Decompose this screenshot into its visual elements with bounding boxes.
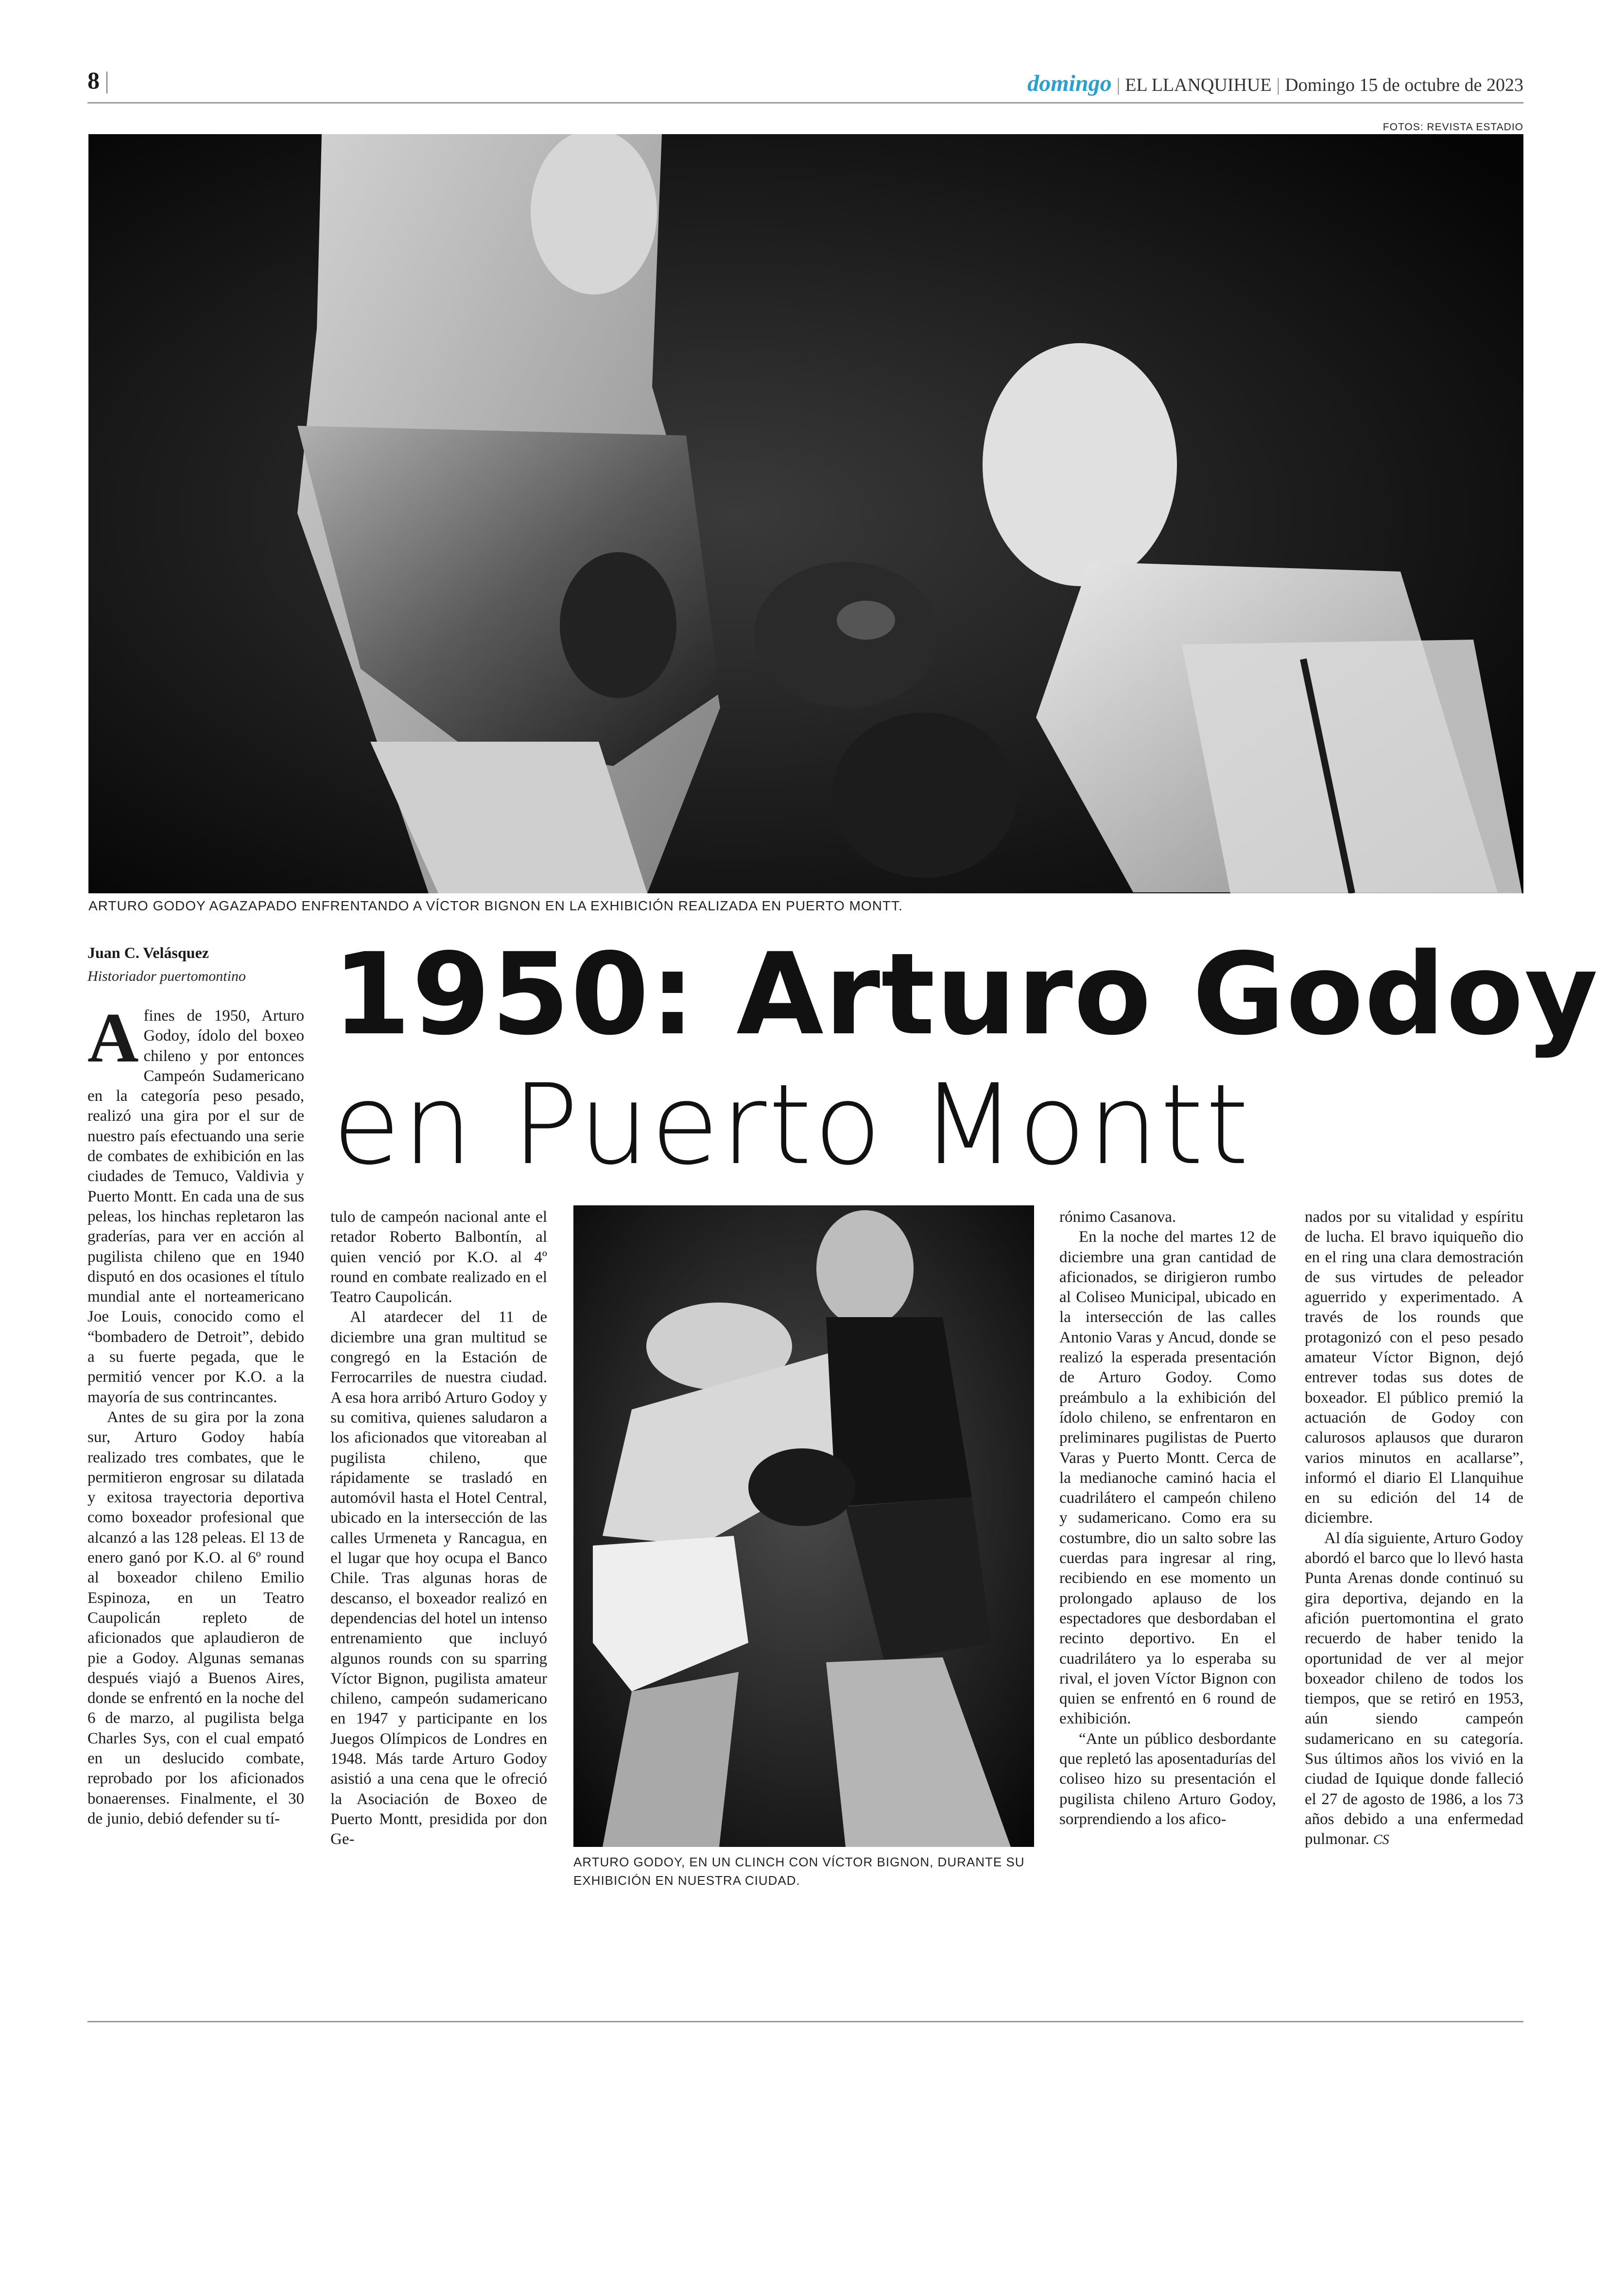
- col1-paragraph-2: Antes de su gira por la zona sur, Arturo Godoy había realizado tres combates, que le permitieron engrosar su dilatada y exitosa trayectoria deportiva como boxeador profesional que alcanzó a las 128 peleas. El 13 de enero ganó por K.O. al 6º round al boxeador chileno Emilio Espinoza, en un Teatro Caupolicán repleto de aficionados que aplaudieron de pie a Godoy. Algunas semanas después viajó a Buenos Aires, donde se enfrentó en la noche del 6 de marzo, al pugilista belga Charles Sys, con el cual empató en un deslucido combate, reprobado por los aficionados bonaerenses. Finalmente, el 30 de junio, debió defender su tí-: [87, 1408, 304, 1827]
- section-name: domingo: [1027, 70, 1112, 96]
- col2-paragraph-1: tulo de campeón nacional ante el retador Roberto Balbontín, al quien venció por K.O. al 4º round en combate realizado en el Teatro Caupolicán.: [330, 1208, 547, 1306]
- footer-rule: [87, 2021, 1523, 2022]
- author-role: Historiador puertomontino: [87, 968, 246, 984]
- author-name: Juan C. Velásquez: [87, 944, 209, 961]
- masthead: domingo | EL LLANQUIHUE | Domingo 15 de octubre de 2023: [1027, 70, 1523, 96]
- article-column-3: [1059, 1207, 1276, 1829]
- col1-paragraph-1: fines de 1950, Arturo Godoy, ídolo del boxeo chileno y por entonces Campeón Sudamericano en la categoría peso pesado, realizó una gira por el sur de nuestro país efectuando una serie de combates de exhibición en las ciudades de Temuco, Valdivia y Puerto Montt. En cada una de sus peleas, los hinchas repletaron las graderías, para ver en acción al pugilista chileno que en 1940 disputó en dos ocasiones el título mundial ante el norteamericano Joe Louis, conocido como el “bombadero de Detroit”, debido a su fuerte pegada, que le permitió vencer por K.O. a la mayoría de sus contrincantes.: [87, 1007, 304, 1406]
- top-photo-caption: ARTURO GODOY AGAZAPADO ENFRENTANDO A VÍCTOR BIGNON EN LA EXHIBICIÓN REALIZADA EN PUERTO MONTT.: [88, 898, 903, 913]
- dropcap: A: [87, 998, 139, 1077]
- col4-paragraph-2: Al día siguiente, Arturo Godoy abordó el barco que lo llevó hasta Punta Arenas donde continuó su gira deportiva, dejando en la afición puertomontina el grato recuerdo de haber tenido la oportunidad de ver al mejor boxeador chileno de todos los tiempos, que se retiró en 1953, aún siendo campeón sudamericano en su categoría. Sus últimos años los vivió en la ciudad de Iquique donde falleció el 27 de agosto de 1986, a los 73 años debido a una enfermedad pulmonar.: [1305, 1529, 1523, 1848]
- clinch-photo-illustration: [573, 1205, 1034, 1847]
- inset-photo-caption: ARTURO GODOY, EN UN CLINCH CON VÍCTOR BIGNON, DURANTE SU EXHIBICIÓN EN NUESTRA CIUDAD.: [573, 1855, 1025, 1888]
- page-number: 8 |: [87, 67, 110, 94]
- header-rule: [87, 102, 1523, 104]
- issue-date: Domingo 15 de octubre de 2023: [1285, 75, 1523, 95]
- newspaper-name: EL LLANQUIHUE: [1125, 75, 1272, 95]
- col3-paragraph-3: “Ante un público desbordante que repletó las aposentadurías del coliseo hizo su presentación el pugilista chileno Arturo Godoy, sorprendiendo a los afico-: [1059, 1730, 1276, 1828]
- col3-paragraph-1: rónimo Casanova.: [1059, 1208, 1176, 1226]
- col4-paragraph-1: nados por su vitalidad y espíritu de lucha. El bravo iquiqueño dio en el ring una clara demostración de sus virtudes de peleador aguerrido y experimentado. A través de los rounds que protagonizó con el peso pesado amateur Víctor Bignon, dejó entrever todas sus dotes de boxeador. El público premió la actuación de Godoy con calurosos aplausos que duraron varios minutos en acallarse”, informó el diario El Llanquihue en su edición del 14 de diciembre.: [1305, 1208, 1523, 1527]
- boxing-photo-illustration: [88, 134, 1523, 893]
- headline-line-1: 1950: Arturo Godoy: [332, 929, 1599, 1060]
- col2-paragraph-2: Al atardecer del 11 de diciembre una gran multitud se congregó en la Estación de Ferrocarriles de nuestra ciudad. A esa hora arribó Arturo Godoy y su comitiva, quienes saludaron a los aficionados que vitoreaban al pugilista chileno, que rápidamente se trasladó en automóvil hasta el Hotel Central, ubicado en la intersección de las calles Urmeneta y Rancagua, en el lugar que hoy ocupa el Banco Chile. Tras algunas horas de descanso, el boxeador realizó en dependencias del hotel un intenso entrenamiento que incluyó algunos rounds con su sparring Víctor Bignon, pugilista amateur chileno, campeón sudamericano en 1947 y participante en los Juegos Olímpicos de Londres en 1948. Más tarde Arturo Godoy asistió a una cena que le ofreció la Asociación de Boxeo de Puerto Montt, presidida por don Ge-: [330, 1308, 547, 1848]
- article-column-4: [1305, 1207, 1523, 1850]
- end-mark: CS: [1373, 1832, 1389, 1848]
- photo-credit: FOTOS: REVISTA ESTADIO: [1382, 122, 1523, 133]
- headline-line-2: en Puerto Montt: [332, 1060, 1251, 1189]
- article-column-2: [330, 1207, 547, 1850]
- inset-photo: [573, 1205, 1034, 1847]
- top-photo: [88, 134, 1523, 893]
- col3-paragraph-2: En la noche del martes 12 de diciembre una gran cantidad de aficionados, se dirigieron rumbo al Coliseo Municipal, ubicado en la intersección de las calles Antonio Varas y Ancud, donde se realizó la esperada presentación de Arturo Godoy. Como preámbulo a la exhibición del ídolo chileno, se enfrentaron en preliminares pugilistas de Puerto Varas y Puerto Montt. Cerca de la medianoche caminó hacia el cuadrilátero el campeón chileno y sudamericano. Como era su costumbre, dio un salto sobre las cuerdas para ingresar al ring, recibiendo en ese momento un prolongado aplauso de los espectadores que desbordaban el recinto deportivo. En el cuadrilátero ya lo esperaba su rival, el joven Víctor Bignon con quien se enfrentó en 6 round de exhibición.: [1059, 1228, 1276, 1728]
- article-column-1: [87, 998, 304, 1829]
